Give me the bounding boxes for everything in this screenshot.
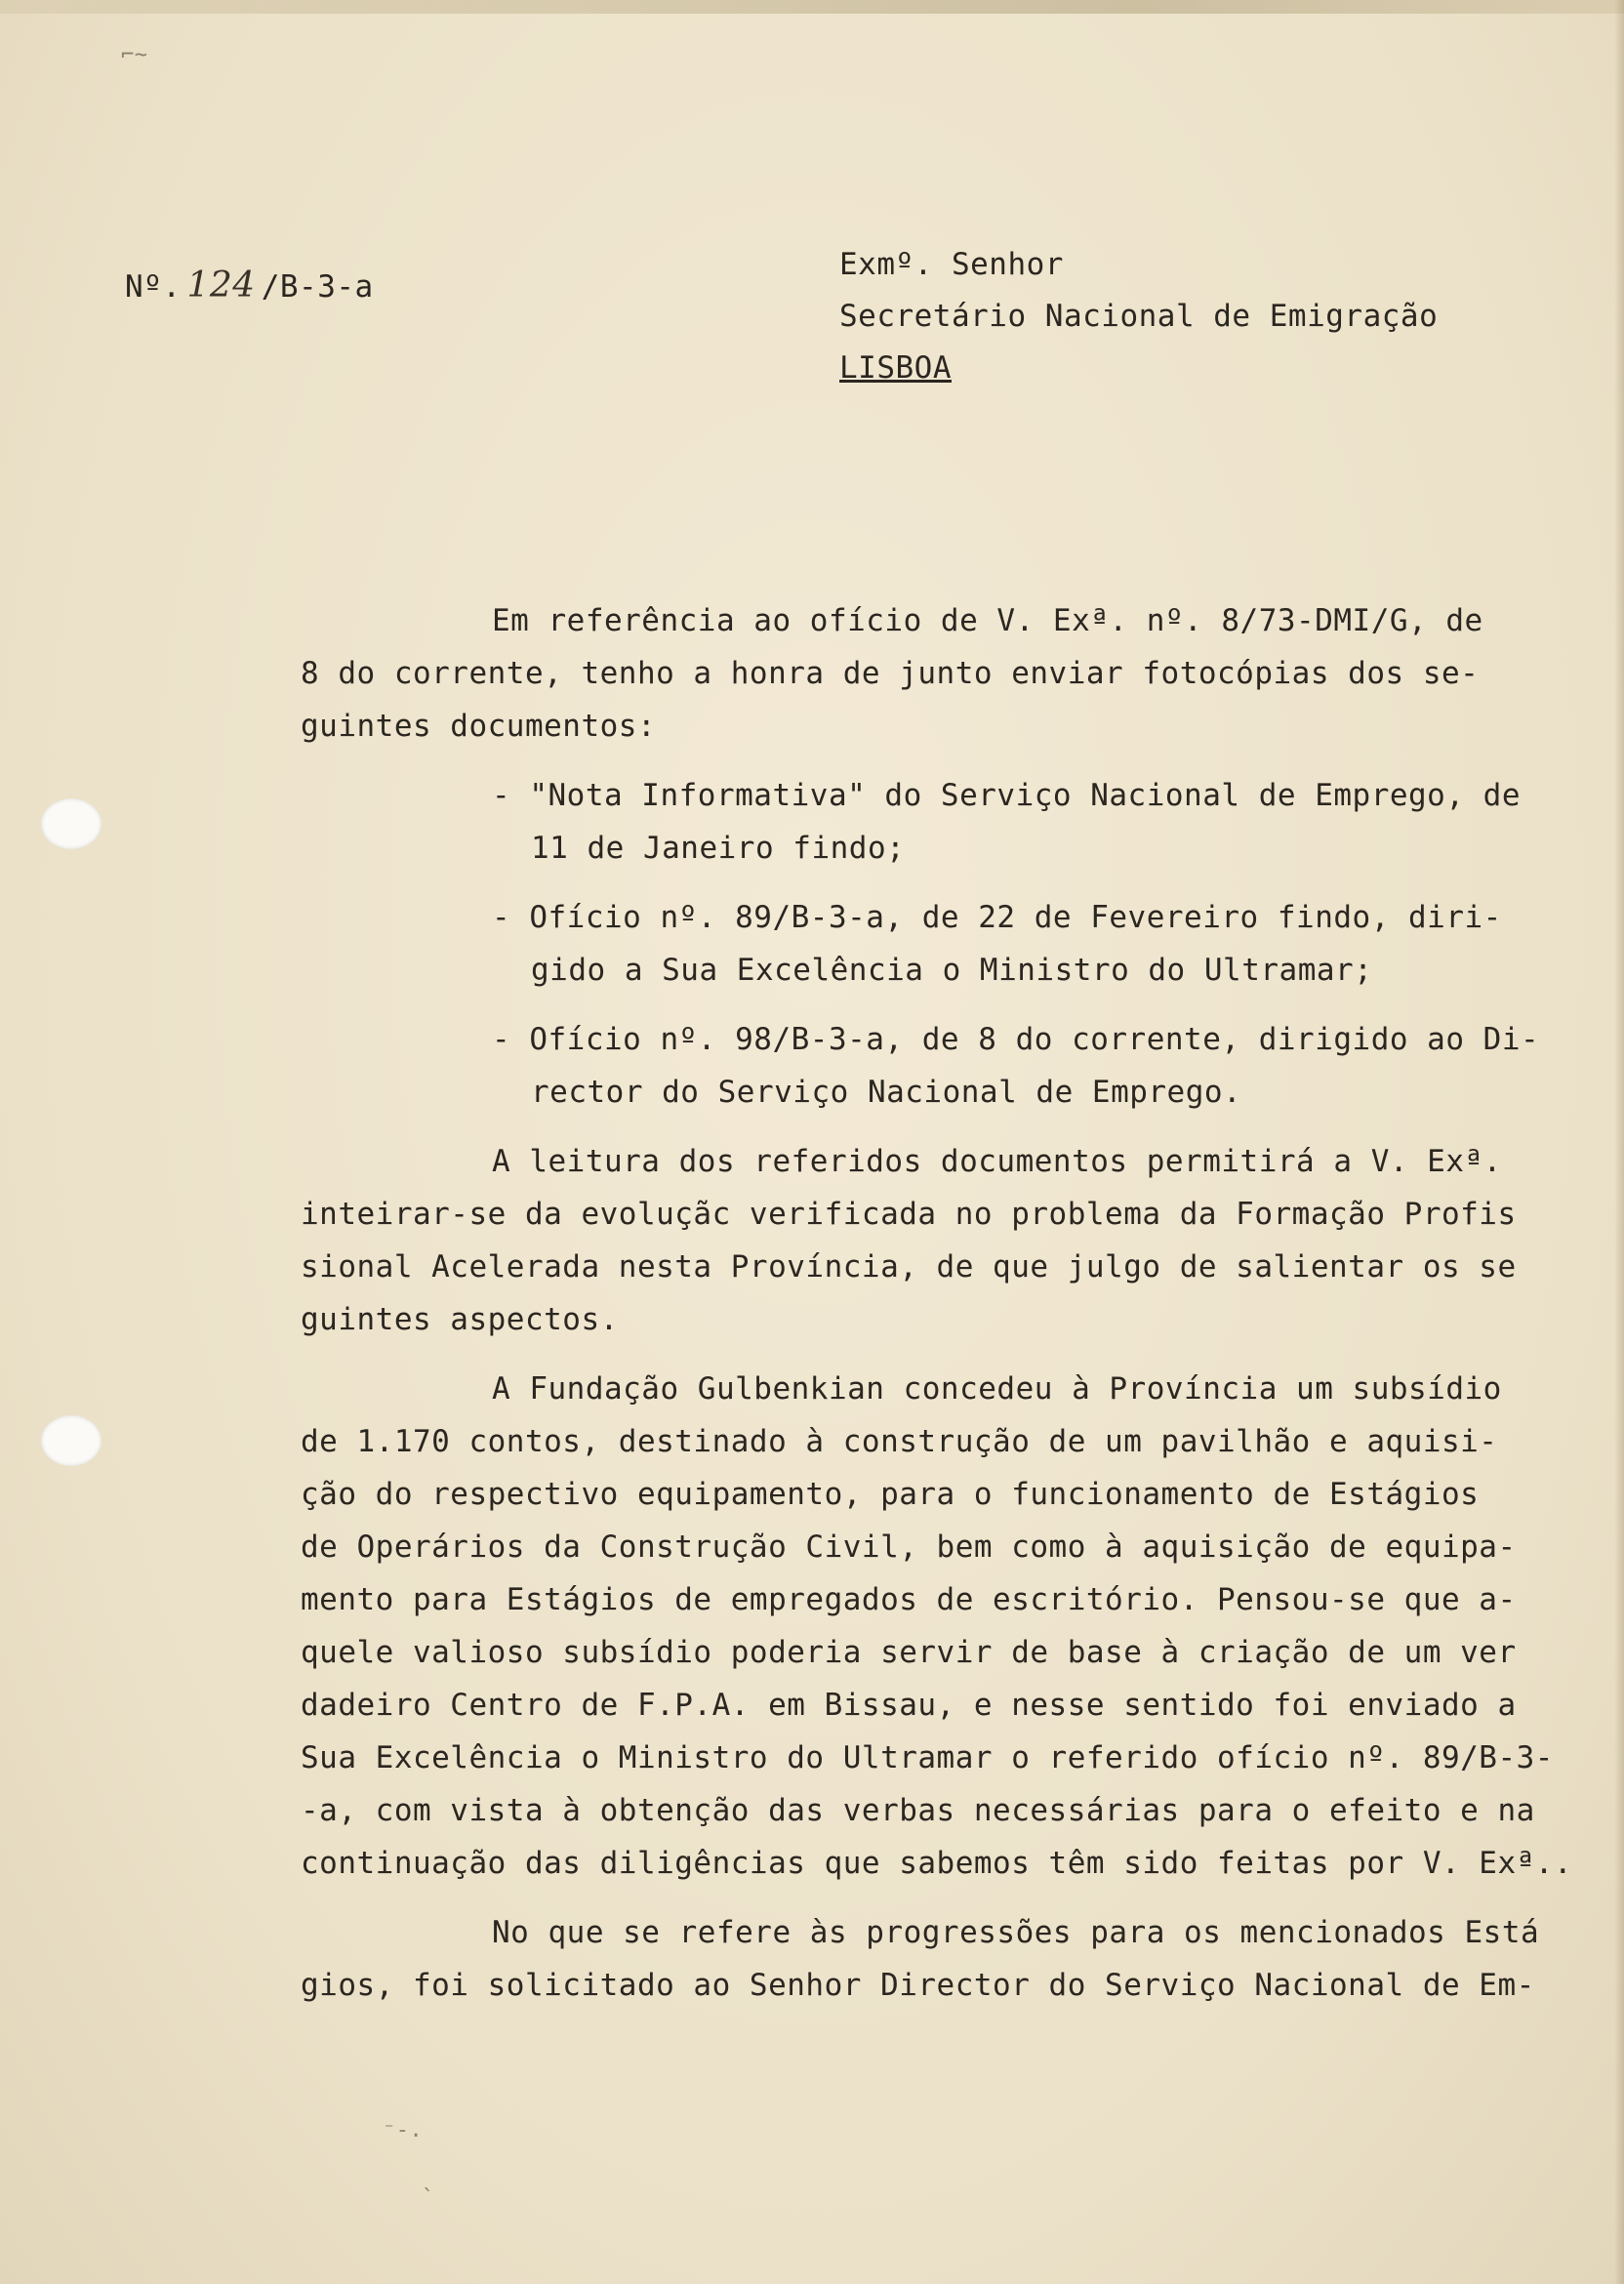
body-line: Sua Excelência o Ministro do Ultramar o referido ofício nº. 89/B-3- <box>301 1740 1554 1775</box>
scan-mark-bottom-2: ` <box>422 2186 435 2211</box>
body-line: inteirar-se da evoluçãc verificada no problema da Formação Profis <box>301 1197 1517 1232</box>
scan-edge <box>0 0 1624 14</box>
punch-hole-bottom <box>41 1415 102 1466</box>
list-item-continuation: gido a Sua Excelência o Ministro do Ultramar; <box>531 953 1373 988</box>
body-line: de Operários da Construção Civil, bem como à aquisição de equipa- <box>301 1529 1517 1565</box>
list-item: - Ofício nº. 98/B-3-a, de 8 do corrente, dirigido ao Di- <box>492 1022 1540 1057</box>
address-salutation: Exmº. Senhor <box>839 247 1064 282</box>
body-line: No que se refere às progressões para os mencionados Está <box>492 1915 1540 1950</box>
list-item: - "Nota Informativa" do Serviço Nacional de Emprego, de <box>492 778 1521 813</box>
body-line: guintes aspectos. <box>301 1302 619 1337</box>
recipient-address <box>839 239 1438 394</box>
reference-suffix: /B-3-a <box>261 269 374 305</box>
body-line: de 1.170 contos, destinado à construção de um pavilhão e aquisi- <box>301 1424 1498 1459</box>
scan-mark-top: ⌐~ <box>121 43 148 67</box>
body-line: Em referência ao ofício de V. Exª. nº. 8/73-DMI/G, de <box>492 603 1483 638</box>
list-item-continuation: rector do Serviço Nacional de Emprego. <box>531 1075 1242 1110</box>
address-city: LISBOA <box>839 350 952 386</box>
body-line: quele valioso subsídio poderia servir de base à criação de um ver <box>301 1635 1517 1670</box>
body-line: ção do respectivo equipamento, para o funcionamento de Estágios <box>301 1477 1480 1512</box>
body-line: sional Acelerada nesta Província, de que julgo de salientar os se <box>301 1249 1517 1285</box>
body-line: mento para Estágios de empregados de escritório. Pensou-se que a- <box>301 1582 1517 1617</box>
body-line: A Fundação Gulbenkian concedeu à Província um subsídio <box>492 1371 1502 1407</box>
body-line: A leitura dos referidos documentos permitirá a V. Exª. <box>492 1144 1502 1179</box>
reference-prefix: Nº. <box>125 269 182 305</box>
body-line: dadeiro Centro de F.P.A. em Bissau, e nesse sentido foi enviado a <box>301 1688 1517 1723</box>
punch-hole-top <box>41 798 102 849</box>
page-shadow <box>1614 0 1624 2284</box>
body-line: gios, foi solicitado ao Senhor Director do Serviço Nacional de Em- <box>301 1968 1535 2003</box>
body-line: guintes documentos: <box>301 709 657 744</box>
address-recipient: Secretário Nacional de Emigração <box>839 299 1439 334</box>
scan-mark-bottom: ⁻-. <box>383 2118 424 2142</box>
body-line: -a, com vista à obtenção das verbas necessárias para o efeito e na <box>301 1793 1535 1828</box>
list-item-continuation: 11 de Janeiro findo; <box>531 831 906 866</box>
body-line: continuação das diligências que sabemos têm sido feitas por V. Exª.. <box>301 1846 1573 1881</box>
reference-handwritten-number: 124 <box>186 265 256 306</box>
reference-number <box>125 265 374 306</box>
body-line: 8 do corrente, tenho a honra de junto enviar fotocópias dos se- <box>301 656 1480 691</box>
list-item: - Ofício nº. 89/B-3-a, de 22 de Fevereiro findo, diri- <box>492 900 1502 935</box>
